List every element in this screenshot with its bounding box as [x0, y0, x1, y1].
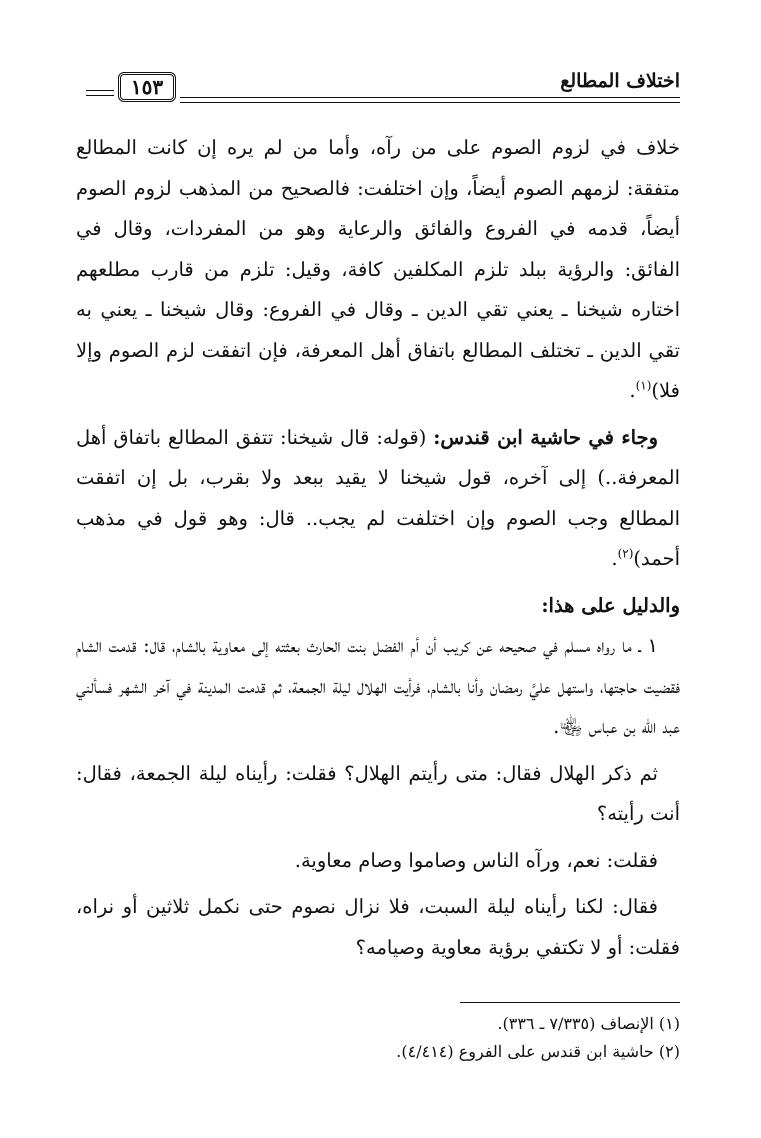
- paragraph-6: فقال: لكنا رأيناه ليلة السبت، فلا نزال نصوم حتى نكمل ثلاثين أو نراه، فقلت: أو لا تكتفي برؤية معاوية وصيامه؟: [76, 895, 680, 959]
- page-number: ١٥٣: [118, 72, 176, 102]
- footnote-divider: [460, 1002, 680, 1003]
- footnote-1: (١) الإنصاف (٧/٣٣٥ ـ ٣٣٦).: [497, 1014, 680, 1033]
- footnote-2: (٢) حاشية ابن قندس على الفروع (٤/٤١٤).: [396, 1042, 680, 1061]
- paragraph-2-lead: وجاء في حاشية ابن قندس:: [433, 425, 658, 449]
- paragraph-3: ١ ـ ما رواه مسلم في صحيحه عن كريب أن أم الفضل بنت الحارث بعثته إلى معاوية بالشام، قال: قدمت الشام فقضيت حاجتها، واستهل عليَّ رمضان وأنا بالشام، فرأيت الهلال ليلة الجمعة، ثم قدمت المدينة في آخر الشهر فسألني عبد الله بن عباس ﵄.: [76, 634, 680, 738]
- main-text: [76, 128, 680, 974]
- paragraph-2: [76, 418, 680, 580]
- paragraph-2-text: (قوله: قال شيخنا: تتفق المطالع باتفاق أهل المعرفة..) إلى آخره، قول شيخنا لا يقيد ببعد ولا بقرب، بل إن اتفقت المطالع وجب الصوم وإن اختلفت لم يجب.. قال: وهو قول في مذهب أحمد): [76, 425, 680, 570]
- page-header: [86, 70, 680, 110]
- header-rule-left: [86, 90, 114, 96]
- paragraph-4: ثم ذكر الهلال فقال: متى رأيتم الهلال؟ فقلت: رأيناه ليلة الجمعة، فقال: أنت رأيته؟: [76, 761, 680, 825]
- footnote-ref-2: (٢): [617, 546, 634, 561]
- paragraph-5: فقلت: نعم، ورآه الناس وصاموا وصام معاوية.: [294, 848, 658, 872]
- footnote-ref-1: (١): [635, 378, 652, 393]
- paragraph-1: [76, 128, 680, 412]
- footnotes: [80, 1010, 680, 1066]
- running-title: اختلاف المطالع: [560, 70, 680, 92]
- paragraph-2-end: .: [611, 547, 618, 570]
- paragraph-1-end: .: [629, 379, 636, 402]
- section-heading: والدليل على هذا:: [541, 593, 680, 617]
- paragraph-1-text: خلاف في لزوم الصوم على من رآه، وأما من لم يره إن كانت المطالع متفقة: لزمهم الصوم أيضاً، وإن اختلفت: فالصحيح من المذهب لزوم الصوم أيضاً، قدمه في الفروع والفائق والرعاية وهو من المفردات، وقال في الفائق: والرؤية ببلد تلزم المكلفين كافة، وقيل: تلزم من قارب مطلعهم اختاره شيخنا ـ يعني تقي الدين ـ وقال في الفروع: وقال شيخنا ـ يعني به تقي الدين ـ تختلف المطالع باتفاق أهل المعرفة، فإن اتفقت لزم الصوم وإلا فلا): [76, 136, 680, 402]
- header-rule-right: [180, 97, 680, 103]
